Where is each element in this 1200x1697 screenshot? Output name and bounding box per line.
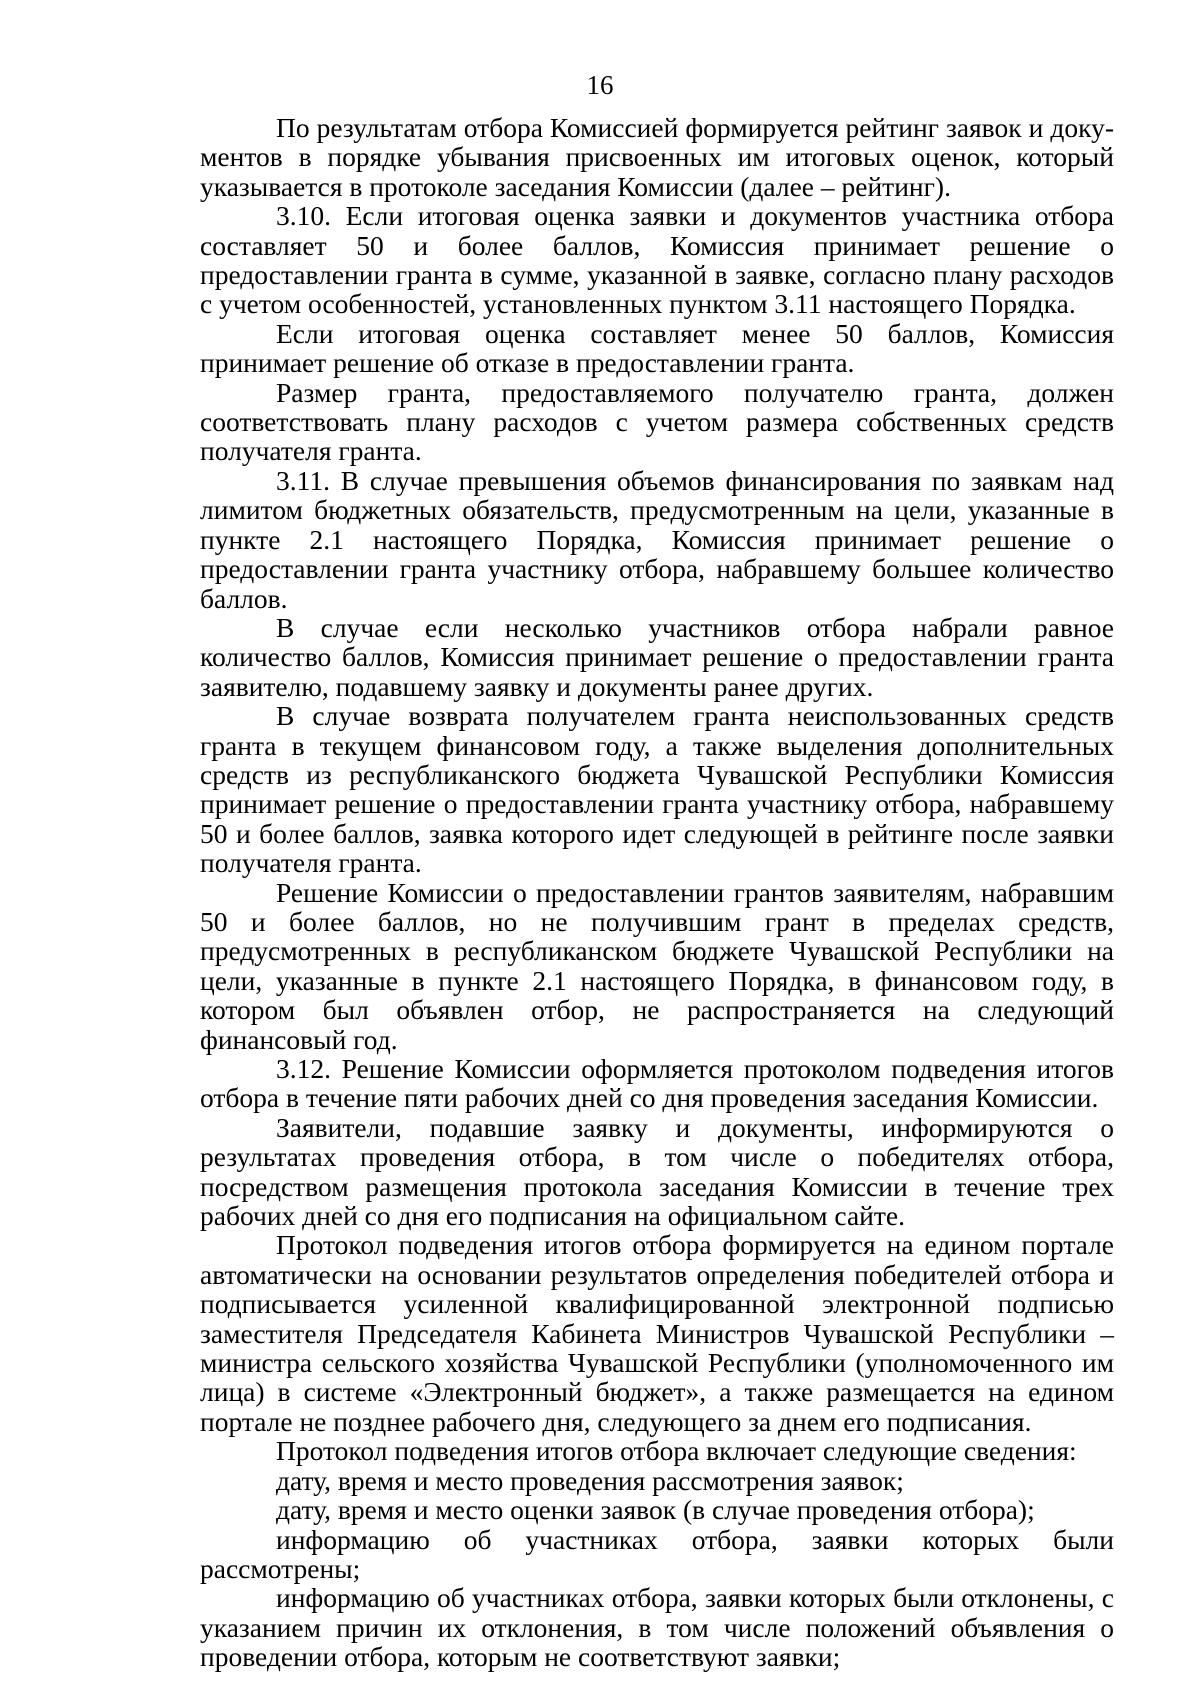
list-item-participants-reviewed: информацию об участниках отбора, заявки которых были рассмотрены;: [200, 1523, 1114, 1584]
paragraph-equal-points: В случае если несколько участников отбора набрали равное количество баллов, Комиссия принимает решение о предоставлении гранта заявителю, подавшему заявку и документы ранее других.: [200, 611, 1114, 702]
paragraph-grant-size: Размер гранта, предоставляемого получателю гранта, должен соответствовать плану расходов с учетом размера собственных средств получателя гранта.: [200, 376, 1114, 467]
paragraph-applicants-informed: Заявители, подавшие заявку и документы, информируются о результатах проведения отбора, в том числе о победителях отбора, посредством размещения протокола заседания Комиссии в течение трех рабочих дней со дня его подписания на официальном сайте.: [200, 1111, 1114, 1232]
document-body: [200, 113, 1114, 1672]
paragraph-less-than-50: Если итоговая оценка составляет менее 50 баллов, Комиссия принимает решение об отказе в предоставлении гранта.: [200, 317, 1114, 379]
list-item-participants-rejected: информацию об участниках отбора, заявки которых были отклонены, с указанием причин их отклонения, в том числе положений объявления о проведении отбора, которым не соответствуют заявки;: [200, 1582, 1114, 1673]
paragraph-protocol-contents: Протокол подведения итогов отбора включает следующие сведения:: [276, 1435, 1077, 1467]
paragraph-rating: По результатам отбора Комиссией формируется рейтинг заявок и документов в порядке убывания присвоенных им итоговых оценок, который указывается в протоколе заседания Комиссии (далее – рейтинг).: [200, 112, 1114, 202]
paragraph-return-of-funds: В случае возврата получателем гранта неиспользованных средств гранта в текущем финансовом году, а также выделения дополнительных средств из республиканского бюджета Чувашской Республики Комиссия принимает решение о предоставлении гранта участнику отбора, набравшему 50 и более баллов, заявка которого идет следующей в рейтинге после заявки получателя гранта.: [200, 700, 1114, 879]
list-item-date-assessment: дату, время и место оценки заявок (в случае проведения отбора);: [276, 1494, 1035, 1526]
paragraph-3-11: 3.11. В случае превышения объемов финансирования по заявкам над лимитом бюджетных обязательств, предусмотренным на цели, указанные в пункте 2.1 настоящего Порядка, Комиссия принимает решение о предоставлении гранта участнику отбора, набравшему большее количество баллов.: [200, 464, 1114, 614]
paragraph-not-extended: Решение Комиссии о предоставлении грантов заявителям, набравшим 50 и более баллов, но не получившим грант в пределах средств, предусмотренных в республиканском бюджете Чувашской Республики на цели, указанные в пункте 2.1 настоящего Порядка, в финансовом году, в котором был объявлен отбор, не распространяется на следующий финансовый год.: [200, 876, 1114, 1055]
paragraph-3-12: 3.12. Решение Комиссии оформляется протоколом подведения итогов отбора в течение пяти рабочих дней со дня проведения заседания Комиссии.: [200, 1053, 1114, 1114]
paragraph-protocol-formed: Протокол подведения итогов отбора формируется на едином портале автоматически на основании результатов определения победителей отбора и подписывается усиленной квалифицированной электронной подписью заместителя Председателя Кабинета Министров Чувашской Республики – министра сельского хозяйства Чувашской Республики (уполномоченного им лица) в системе «Электронный бюджет», а также размещается на едином портале не позднее рабочего дня, следующего за днем его подписания.: [200, 1229, 1114, 1437]
page-number: 16: [586, 70, 614, 100]
paragraph-3-10: 3.10. Если итоговая оценка заявки и документов участника отбора составляет 50 и более баллов, Комиссия принимает решение о предоставлении гранта в сумме, указанной в заявке, согласно плану расходов с учетом особенностей, установленных пунктом 3.11 настоящего Порядка.: [200, 200, 1114, 320]
list-item-date-review: дату, время и место проведения рассмотрения заявок;: [276, 1464, 904, 1496]
